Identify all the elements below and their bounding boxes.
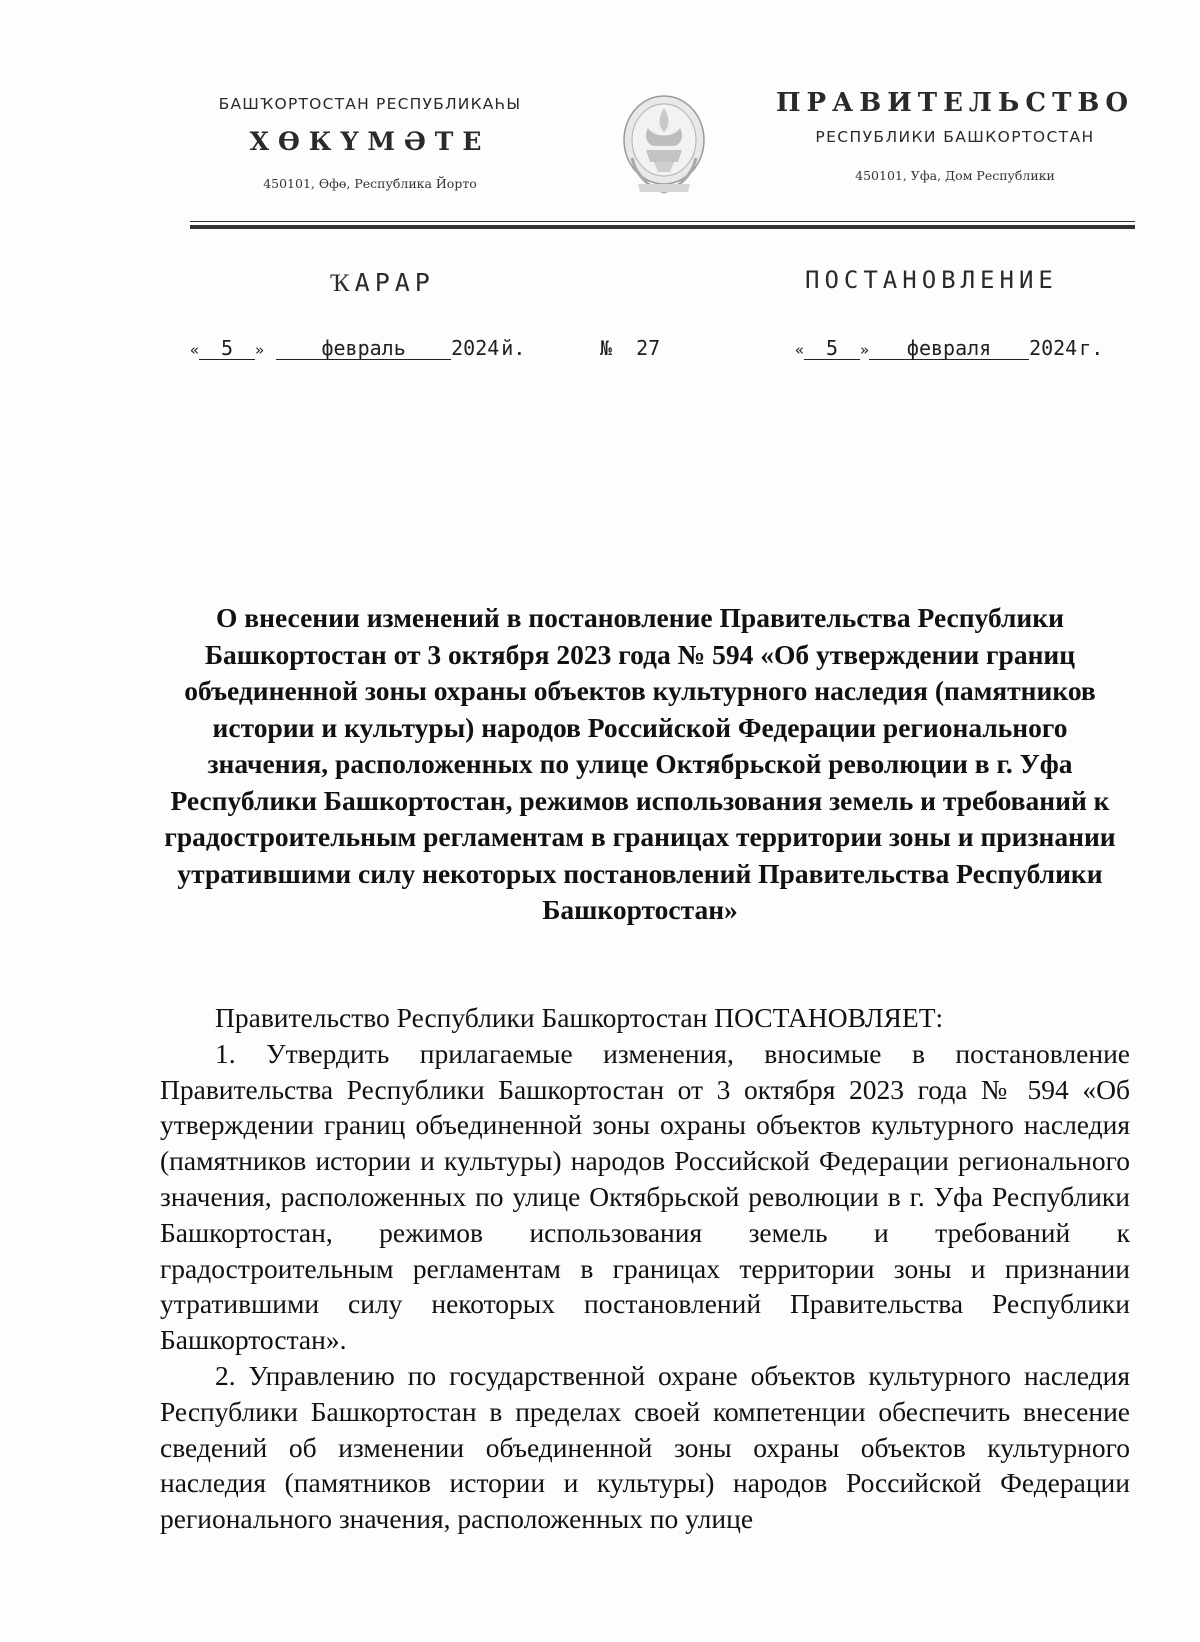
- date-left: [190, 336, 525, 360]
- date-left-month: февраль: [276, 337, 451, 360]
- date-left-day: 5: [199, 337, 255, 360]
- letterhead-right-republic: РЕСПУБЛИКИ БАШКОРТОСТАН: [815, 128, 1095, 146]
- document-title: О внесении изменений в постановление Правительства Республики Башкортостан от 3 октября 2023 года № 594 «Об утверждении границ объединенной зоны охраны объектов культурного наследия (памятников истории и культуры) народов Российской Федерации регионального значения, расположенных по улице Октябрьской революции в г. Уфа Республики Башкортостан, режимов использования земель и требований к градостроительным регламентам в границах территории зоны и признании утратившими силу некоторых постановлений Правительства Республики Башкортостан»: [164, 602, 1116, 925]
- letterhead-right-address: 450101, Уфа, Дом Республики: [855, 168, 1055, 183]
- date-right-suffix: г.: [1079, 336, 1104, 360]
- quote-close: »: [860, 341, 870, 359]
- quote-open: «: [190, 341, 200, 359]
- act-type-russian: ПОСТАНОВЛЕНИЕ: [805, 266, 1058, 294]
- date-right: [795, 336, 1103, 360]
- date-right-month: февраля: [869, 337, 1029, 360]
- body-item-1: 1. Утвердить прилагаемые изменения, вносимые в постановление Правительства Республики Башкортостан от 3 октября 2023 года № 594 «Об утверждении границ объединенной зоны охраны объектов культурного наследия (памятников истории и культуры) народов Российской Федерации регионального значения, расположенных по улице Октябрьской революции в г. Уфа Республики Башкортостан, режимов использования земель и требований к градостроительным регламентам в границах территории зоны и признании утратившими силу некоторых постановлений Правительства Республики Башкортостан».: [160, 1037, 1130, 1356]
- letterhead-left-address: 450101, Өфө, Республика Йорто: [263, 176, 477, 191]
- act-type-bashkir: ҠАРАР: [330, 268, 435, 297]
- letterhead-right-government: ПРАВИТЕЛЬСТВО: [775, 88, 1135, 118]
- coat-of-arms-icon: [618, 88, 710, 200]
- letterhead-left-government: ХӨКҮМӘТЕ: [249, 127, 491, 156]
- act-number: [600, 336, 660, 360]
- number-value: 27: [636, 336, 661, 360]
- body-item-2: 2. Управлению по государственной охране объектов культурного наследия Республики Башкортостан в пределах своей компетенции обеспечить внесение сведений об изменении объединенной зоны охраны объектов культурного наследия (памятников истории и культуры) народов Российской Федерации регионального значения, расположенных по улице: [160, 1359, 1130, 1535]
- letterhead-left: [180, 95, 560, 191]
- body-intro: Правительство Республики Башкортостан ПОСТАНОВЛЯЕТ:: [215, 1002, 944, 1033]
- number-sign: №: [600, 336, 613, 360]
- date-left-suffix: й.: [501, 336, 526, 360]
- date-left-year: 2024: [451, 336, 500, 360]
- date-right-day: 5: [804, 337, 860, 360]
- date-right-year: 2024: [1029, 336, 1078, 360]
- letterhead-divider-thin: [190, 221, 1135, 222]
- letterhead-right: [775, 88, 1135, 183]
- letterhead-divider-thick: [190, 225, 1135, 229]
- quote-open: «: [795, 341, 805, 359]
- letterhead-left-republic: БАШҠОРТОСТАН РЕСПУБЛИКАҺЫ: [218, 95, 522, 113]
- quote-close: »: [255, 341, 265, 359]
- document-body: [160, 1000, 1130, 1537]
